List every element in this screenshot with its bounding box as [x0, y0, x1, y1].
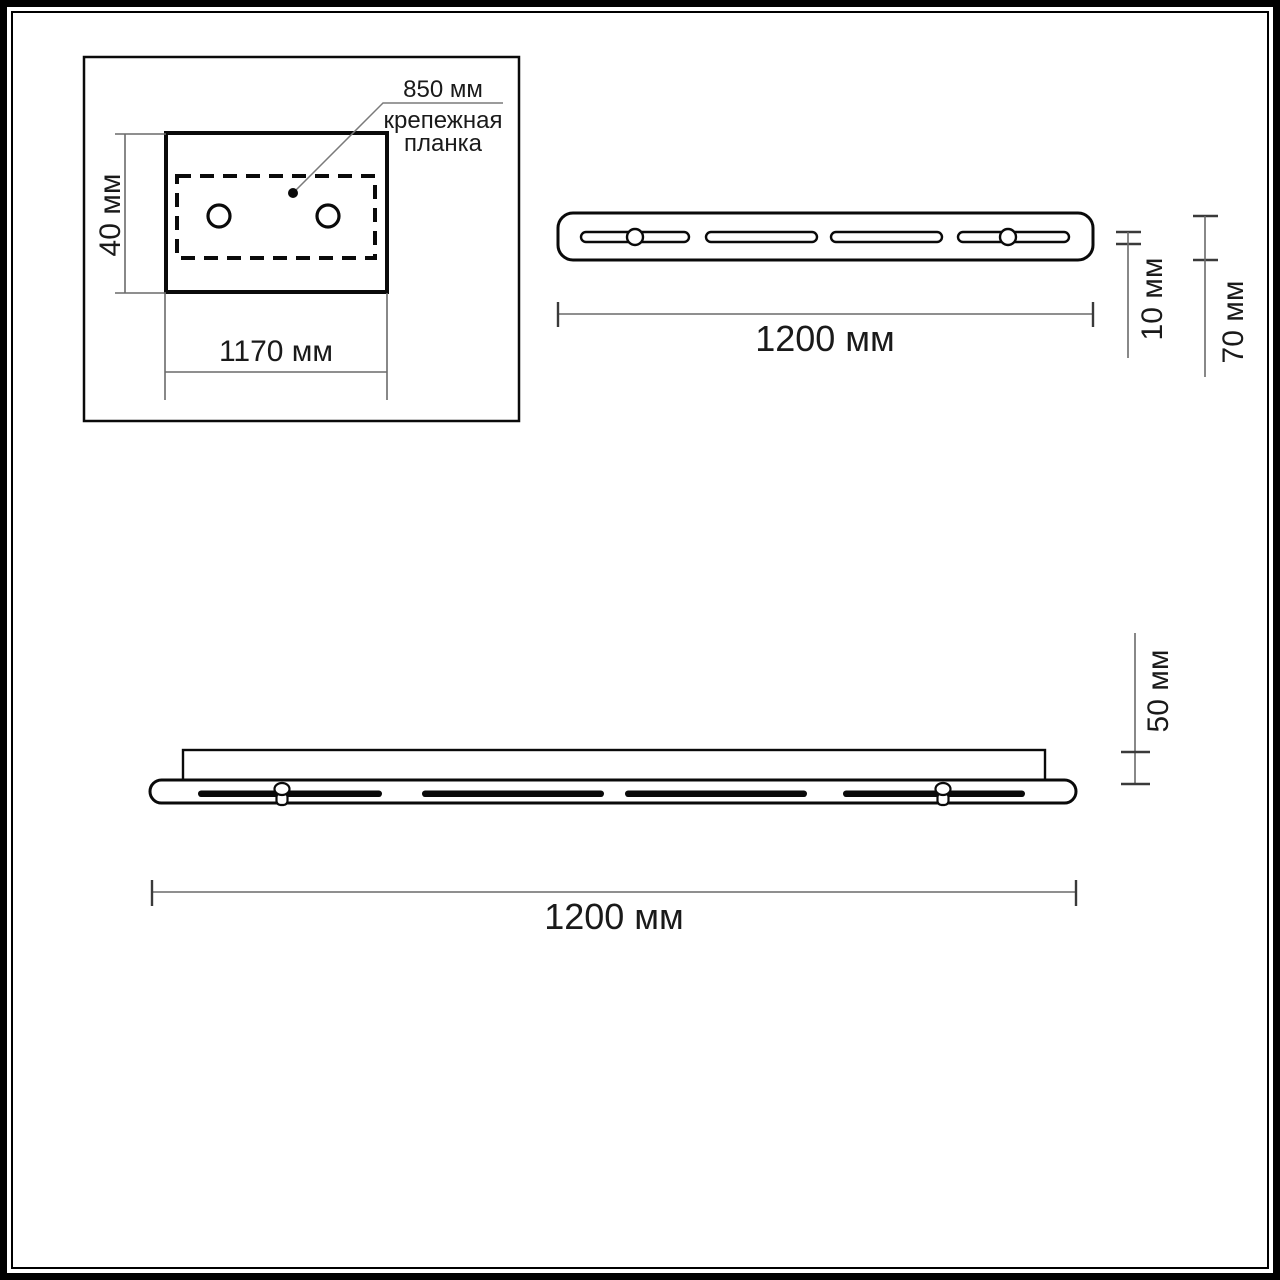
- fixture-body-side: [183, 750, 1045, 782]
- leader-caption-line2: планка: [404, 130, 482, 157]
- leader-value-label: 850 мм: [403, 76, 483, 103]
- dim-1170-label: 1170 мм: [218, 335, 334, 368]
- dim-70-label: 70 мм: [1217, 280, 1250, 364]
- dim-10-label: 10 мм: [1136, 257, 1169, 341]
- base-slot-4: [843, 791, 1025, 798]
- screw-right-head: [936, 783, 951, 795]
- mounting-hole-right: [317, 205, 339, 227]
- slot-hole-left: [627, 229, 643, 245]
- dim-50-label: 50 мм: [1142, 649, 1175, 733]
- dim-40-label: 40 мм: [94, 173, 127, 257]
- base-slot-2: [422, 791, 604, 798]
- slot-hole-right: [1000, 229, 1016, 245]
- dim-1200-bottom-label: 1200 мм: [544, 896, 684, 937]
- leader-dot: [288, 188, 298, 198]
- plate-slot-3: [831, 232, 942, 242]
- screw-left-head: [275, 783, 290, 795]
- mounting-hole-left: [208, 205, 230, 227]
- plate-top-view: [166, 133, 387, 292]
- plate-slot-2: [706, 232, 817, 242]
- base-slot-3: [625, 791, 807, 798]
- leader-caption-line1: крепежная: [383, 107, 503, 134]
- dim-1200-top-label: 1200 мм: [755, 318, 895, 359]
